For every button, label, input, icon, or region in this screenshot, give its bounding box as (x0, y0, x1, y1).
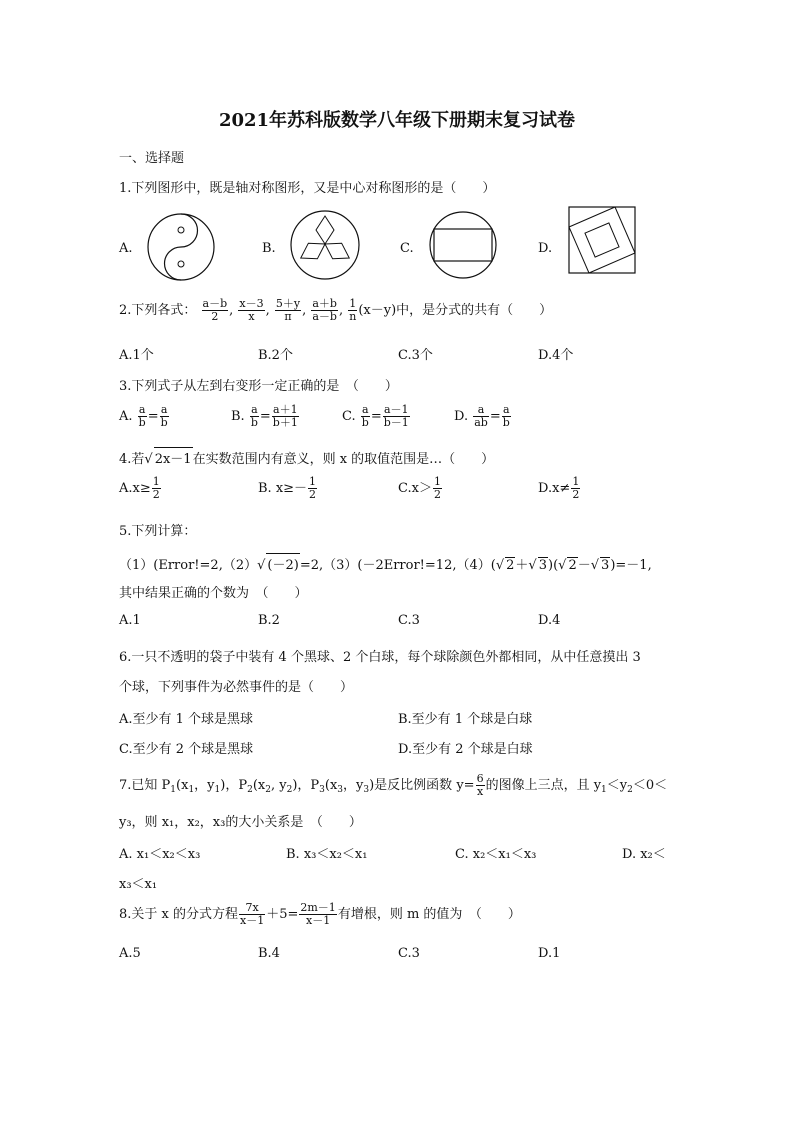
q7-option-a: A. x₁＜x₂＜x₃ (119, 847, 201, 862)
q5-option-d: D.4 (538, 613, 561, 628)
q1-option-a: A. (119, 241, 133, 256)
fraction: $\frac{a+1}{b+1}$ (272, 403, 298, 429)
fraction: $\frac{a}{b}$ (502, 403, 510, 429)
question-2-stem: 2.下列各式： $\frac{a-b}{2}$ , $\frac{x-3}{x}$ , $\frac{5+y}{\pi}$ , $\frac{a+b}{a-b}$ , $\frac{1}{n}$ (x－y)中，是分式的共有（ ） (119, 297, 553, 323)
q7-option-d: D. x₂＜ (622, 847, 666, 862)
question-7-line2: y₃，则 x₁，x₂，x₃的大小关系是 （ ） (119, 815, 362, 830)
q2-prefix: 2.下列各式： (119, 303, 197, 318)
q7-option-b: B. x₃＜x₂＜x₁ (286, 847, 368, 862)
q4-option-c: C.x＞ $\frac{1}{2}$ (398, 475, 441, 501)
q6-option-b: B.至少有 1 个球是白球 (398, 712, 533, 727)
fraction: $\frac{2m-1}{x-1}$ (300, 901, 336, 927)
q4-option-a: A.x≥ $\frac{1}{2}$ (119, 475, 160, 501)
fraction: $\frac{x-3}{x}$ (239, 297, 264, 323)
fraction: $\frac{a}{b}$ (138, 403, 146, 429)
question-4-stem: 4.若√ 2x－1在实数范围内有意义，则 x 的取值范围是…（ ） (119, 447, 494, 467)
fraction: $\frac{a}{ab}$ (474, 403, 488, 429)
question-1-stem: 1.下列图形中，既是轴对称图形，又是中心对称图形的是（ ） (119, 181, 496, 196)
radicand: 2x－1 (154, 447, 193, 467)
q6-option-c: C.至少有 2 个球是黑球 (119, 742, 254, 757)
fraction: $\frac{1}{2}$ (433, 475, 441, 501)
q2-option-a: A.1个 (119, 348, 154, 363)
q1-option-c: C. (400, 241, 414, 256)
q7-option-c: C. x₂＜x₁＜x₃ (455, 847, 537, 862)
q6-option-a: A.至少有 1 个球是黑球 (119, 712, 254, 727)
q7-option-d-continued: x₃＜x₁ (119, 877, 158, 892)
q1-option-b: B. (262, 241, 276, 256)
q3-option-c: C. $\frac{a}{b}$ = $\frac{a-1}{b-1}$ (342, 403, 409, 429)
q8-option-d: D.1 (538, 946, 561, 961)
q8-option-c: C.3 (398, 946, 420, 961)
question-8-stem: 8.关于 x 的分式方程 $\frac{7x}{x-1}$ ＋5= $\frac{2m-1}{x-1}$ 有增根，则 m 的值为 （ ） (119, 901, 521, 927)
fraction: $\frac{1}{n}$ (349, 297, 357, 323)
fraction: $\frac{1}{2}$ (152, 475, 160, 501)
fraction: $\frac{a}{b}$ (250, 403, 258, 429)
q5-option-a: A.1 (119, 613, 141, 628)
question-6-line2: 个球，下列事件为必然事件的是（ ） (119, 680, 354, 695)
question-6-line1: 6.一只不透明的袋子中装有 4 个黑球、2 个白球，每个球除颜色外都相同，从中任意摸出 3 (119, 650, 641, 665)
q5-option-c: C.3 (398, 613, 420, 628)
question-5-prompt: 其中结果正确的个数为 （ ） (119, 586, 308, 601)
q2-option-d: D.4个 (538, 348, 574, 363)
q4-option-b: B. x≥－ $\frac{1}{2}$ (258, 475, 317, 501)
fraction: $\frac{5+y}{\pi}$ (275, 297, 301, 323)
question-7-line1: 7.已知 $P_1(x_1$，$y_1$)，$P_2(x_2$, $y_2$)，$P_3(x_3$，$y_3$)是反比例函数 y= $\frac{6}{x}$ 的图像上三点，且 $y_1<y_2<0<$ (119, 772, 668, 798)
question-5-expressions: （1）(Error!=2,（2）√ (－2)=2,（3）(－2Error!=12,（4）(√ 2＋√ 3)(√ 2－√ 3)=－1, (119, 553, 652, 573)
fraction: $\frac{a-b}{2}$ (202, 297, 228, 323)
q3-option-a: A. $\frac{a}{b}$ = $\frac{a}{b}$ (119, 403, 168, 429)
fraction: $\frac{1}{2}$ (309, 475, 317, 501)
q1-option-d: D. (538, 241, 553, 256)
q2-option-b: B.2个 (258, 348, 293, 363)
fraction: $\frac{1}{2}$ (572, 475, 580, 501)
q2-option-c: C.3个 (398, 348, 433, 363)
fraction: $\frac{a-1}{b-1}$ (383, 403, 409, 429)
yin-yang-figure (146, 212, 218, 284)
question-3-stem: 3.下列式子从左到右变形一定正确的是 （ ） (119, 379, 398, 394)
q6-option-d: D.至少有 2 个球是白球 (398, 742, 533, 757)
diamond-logo-figure (288, 208, 362, 282)
q8-option-a: A.5 (119, 946, 141, 961)
q4-option-d: D.x≠ $\frac{1}{2}$ (538, 475, 580, 501)
section-heading: 一、选择题 (119, 151, 185, 166)
q5-option-b: B.2 (258, 613, 280, 628)
page-title: 2021年苏科版数学八年级下册期末复习试卷 (218, 110, 576, 131)
pinwheel-square-figure (567, 205, 639, 277)
fraction: $\frac{7x}{x-1}$ (240, 901, 265, 927)
q2-tail: (x－y)中，是分式的共有（ ） (358, 303, 553, 318)
fraction: $\frac{a+b}{a-b}$ (312, 297, 337, 323)
fraction: $\frac{a}{b}$ (160, 403, 168, 429)
q3-option-b: B. $\frac{a}{b}$ = $\frac{a+1}{b+1}$ (231, 403, 298, 429)
rectangle-in-circle-figure (426, 208, 500, 280)
question-5-stem: 5.下列计算： (119, 524, 197, 539)
fraction: $\frac{6}{x}$ (476, 772, 484, 798)
q3-option-d: D. $\frac{a}{ab}$ = $\frac{a}{b}$ (454, 403, 510, 429)
q8-option-b: B.4 (258, 946, 280, 961)
fraction: $\frac{a}{b}$ (361, 403, 369, 429)
